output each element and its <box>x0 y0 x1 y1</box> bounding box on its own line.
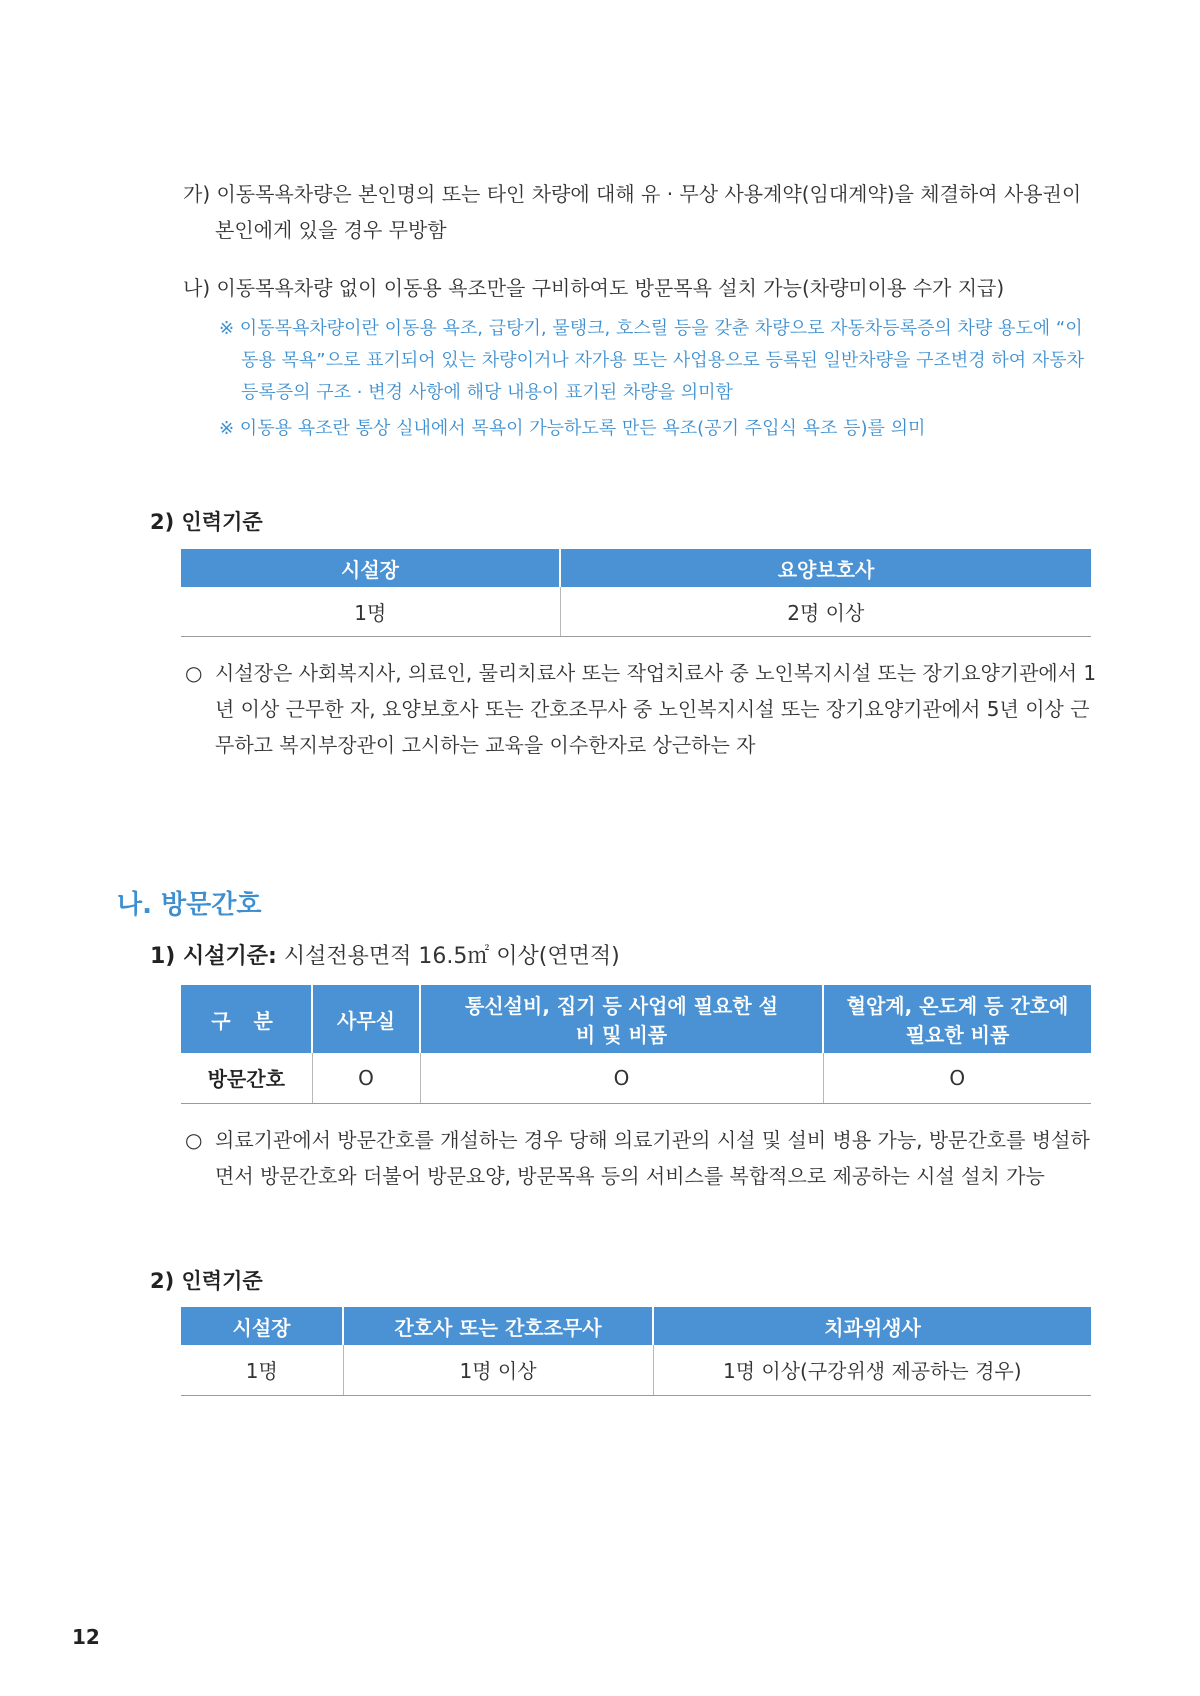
table-cell: 1명 <box>181 587 560 636</box>
note-mobile-bath-vehicle <box>219 313 1084 409</box>
header-cell: 사무실 <box>312 985 420 1053</box>
item-ga-line2: 본인에게 있을 경우 무방함 <box>215 218 447 242</box>
bullet-medical-institution <box>185 1122 1105 1194</box>
bullet-line2: 면서 방문간호와 더불어 방문요양, 방문목욕 등의 서비스를 복합적으로 제공하는 시설 설치 가능 <box>215 1164 1045 1188</box>
note1-line1: ※ 이동목욕차량이란 이동용 욕조, 급탕기, 물탱크, 호스릴 등을 갖춘 차량으로 자동차등록증의 차량 용도에 “이 <box>219 318 1083 339</box>
table-cell: O <box>312 1053 420 1103</box>
header-cell: 구 분 <box>181 985 312 1053</box>
table-cell: 1명 <box>181 1345 343 1395</box>
table-cell: 1명 이상 <box>343 1345 653 1395</box>
facility-heading-text: 시설전용면적 16.5㎡ 이상(연면적) <box>276 944 620 969</box>
facility-heading-label: 1) 시설기준: <box>150 944 277 969</box>
staff-table-1 <box>181 549 1091 637</box>
header-cell: 치과위생사 <box>653 1307 1091 1345</box>
bullet-line1: 시설장은 사회복지사, 의료인, 물리치료사 또는 작업치료사 중 노인복지시설 또는 장기요양기관에서 1 <box>215 661 1097 685</box>
table-cell: O <box>823 1053 1091 1103</box>
bullet-line1: 의료기관에서 방문간호를 개설하는 경우 당해 의료기관의 시설 및 설비 병용 가능, 방문간호를 병설하 <box>215 1128 1090 1152</box>
staff-heading-1: 2) 인력기준 <box>150 510 263 534</box>
item-na: 나) 이동목욕차량 없이 이동용 욕조만을 구비하여도 방문목욕 설치 가능(차량미이용 수가 지급) <box>183 276 1005 300</box>
table-cell: 2명 이상 <box>560 587 1091 636</box>
table-cell: 1명 이상(구강위생 제공하는 경우) <box>653 1345 1091 1395</box>
header-cell: 시설장 <box>181 1307 343 1345</box>
header-cell: 통신설비, 집기 등 사업에 필요한 설비 및 비품 <box>420 985 823 1053</box>
bullet-circle-icon: ○ <box>185 661 203 685</box>
staff-table-2 <box>181 1307 1091 1396</box>
item-ga-line1: 가) 이동목욕차량은 본인명의 또는 타인 차량에 대해 유 · 무상 사용계약(임대계약)을 체결하여 사용권이 <box>183 182 1082 206</box>
note-mobile-bathtub: ※ 이동용 욕조란 통상 실내에서 목욕이 가능하도록 만든 욕조(공기 주입식 욕조 등)를 의미 <box>219 418 926 439</box>
bullet-circle-icon: ○ <box>185 1128 203 1152</box>
staff-heading-2: 2) 인력기준 <box>150 1269 263 1293</box>
header-cell: 요양보호사 <box>560 549 1091 587</box>
facility-table <box>181 985 1091 1104</box>
item-ga <box>183 176 1081 248</box>
note1-line2: 동용 목욕”으로 표기되어 있는 차량이거나 자가용 또는 사업용으로 등록된 일반차량을 구조변경 하여 자동차 <box>241 350 1085 371</box>
bullet-director-qualification <box>185 655 1105 763</box>
note1-line3: 등록증의 구조 · 변경 사항에 해당 내용이 표기된 차량을 의미함 <box>241 382 733 403</box>
header-cell: 시설장 <box>181 549 560 587</box>
table-row-label: 방문간호 <box>181 1053 312 1103</box>
bullet-line2: 년 이상 근무한 자, 요양보호사 또는 간호조무사 중 노인복지시설 또는 장기요양기관에서 5년 이상 근 <box>215 697 1090 721</box>
section-title-visiting-nursing: 나. 방문간호 <box>117 890 262 920</box>
header-cell: 혈압계, 온도계 등 간호에 필요한 비품 <box>823 985 1091 1053</box>
bullet-line3: 무하고 복지부장관이 고시하는 교육을 이수한자로 상근하는 자 <box>215 733 756 757</box>
page-number: 12 <box>72 1625 100 1649</box>
header-cell: 간호사 또는 간호조무사 <box>343 1307 653 1345</box>
table-cell: O <box>420 1053 823 1103</box>
facility-heading <box>150 939 620 970</box>
